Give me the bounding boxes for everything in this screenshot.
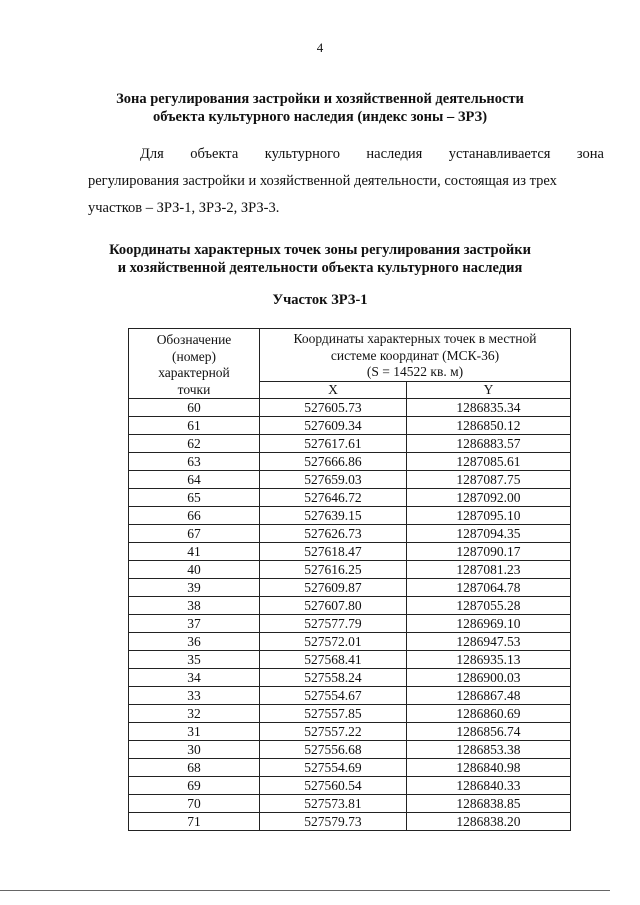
zone-heading-line-1: Зона регулирования застройки и хозяйственной деятельности: [116, 91, 524, 107]
x-coordinate-cell: 527579.73: [260, 813, 407, 831]
x-coordinate-cell: 527609.87: [260, 579, 407, 597]
table-row: [129, 813, 571, 831]
header-coordinates: [260, 329, 571, 382]
table-row: [129, 597, 571, 615]
y-coordinate-cell: 1287090.17: [406, 543, 570, 561]
coordinates-table: [128, 328, 571, 831]
header-coordinates-line: Координаты характерных точек в местной: [293, 331, 537, 346]
paragraph-line-2: регулирования застройки и хозяйственной деятельности, состоящая из трех: [88, 173, 557, 189]
header-point-line: Обозначение: [156, 332, 232, 347]
header-point-number: [129, 329, 260, 399]
x-coordinate-cell: 527626.73: [260, 525, 407, 543]
point-number-cell: 65: [129, 489, 260, 507]
point-number-cell: 38: [129, 597, 260, 615]
table-row: [129, 417, 571, 435]
y-coordinate-cell: 1286900.03: [406, 669, 570, 687]
header-point-line: точки: [177, 381, 211, 397]
x-coordinate-cell: 527616.25: [260, 561, 407, 579]
y-coordinate-cell: 1286850.12: [406, 417, 570, 435]
table-row: [129, 777, 571, 795]
table-row: [129, 471, 571, 489]
x-coordinate-cell: 527572.01: [260, 633, 407, 651]
y-coordinate-cell: 1286856.74: [406, 723, 570, 741]
y-coordinate-cell: 1286935.13: [406, 651, 570, 669]
x-coordinate-cell: 527666.86: [260, 453, 407, 471]
paragraph-line-1: Для объекта культурного наследия устанавливается зона: [140, 146, 604, 162]
y-coordinate-cell: 1286867.48: [406, 687, 570, 705]
header-point-line: (номер): [172, 348, 216, 364]
x-coordinate-cell: 527607.80: [260, 597, 407, 615]
zone-heading: [60, 90, 580, 126]
y-coordinate-cell: 1287081.23: [406, 561, 570, 579]
table-row: [129, 525, 571, 543]
point-number-cell: 64: [129, 471, 260, 489]
footer-rule: [0, 890, 610, 891]
x-coordinate-cell: 527573.81: [260, 795, 407, 813]
y-coordinate-cell: 1287092.00: [406, 489, 570, 507]
table-row: [129, 795, 571, 813]
x-coordinate-cell: 527560.54: [260, 777, 407, 795]
point-number-cell: 66: [129, 507, 260, 525]
table-row: [129, 579, 571, 597]
table-row: [129, 705, 571, 723]
table-row: [129, 489, 571, 507]
table-row: [129, 687, 571, 705]
point-number-cell: 62: [129, 435, 260, 453]
header-coordinates-line: (S = 14522 кв. м): [366, 364, 464, 379]
y-coordinate-cell: 1287095.10: [406, 507, 570, 525]
y-coordinate-cell: 1286838.20: [406, 813, 570, 831]
y-coordinate-cell: 1287064.78: [406, 579, 570, 597]
table-row: [129, 399, 571, 417]
point-number-cell: 70: [129, 795, 260, 813]
intro-paragraph: [88, 141, 604, 222]
x-coordinate-cell: 527557.22: [260, 723, 407, 741]
x-coordinate-cell: 527639.15: [260, 507, 407, 525]
y-coordinate-cell: 1286969.10: [406, 615, 570, 633]
x-coordinate-cell: 527617.61: [260, 435, 407, 453]
point-number-cell: 37: [129, 615, 260, 633]
y-coordinate-cell: 1286840.33: [406, 777, 570, 795]
header-point-line: характерной: [158, 365, 230, 380]
point-number-cell: 34: [129, 669, 260, 687]
table-body: [129, 399, 571, 831]
y-coordinate-cell: 1287087.75: [406, 471, 570, 489]
table-row: [129, 543, 571, 561]
point-number-cell: 32: [129, 705, 260, 723]
x-coordinate-cell: 527554.69: [260, 759, 407, 777]
x-coordinate-cell: 527577.79: [260, 615, 407, 633]
x-coordinate-cell: 527554.67: [260, 687, 407, 705]
x-coordinate-cell: 527659.03: [260, 471, 407, 489]
coordinates-heading-line-2: и хозяйственной деятельности объекта культурного наследия: [117, 260, 523, 276]
x-coordinate-cell: 527556.68: [260, 741, 407, 759]
table-row: [129, 651, 571, 669]
y-coordinate-cell: 1286860.69: [406, 705, 570, 723]
zone-heading-line-2: объекта культурного наследия (индекс зоны – ЗРЗ): [152, 109, 488, 125]
point-number-cell: 71: [129, 813, 260, 831]
x-coordinate-cell: 527558.24: [260, 669, 407, 687]
y-coordinate-cell: 1287094.35: [406, 525, 570, 543]
table-row: [129, 723, 571, 741]
point-number-cell: 60: [129, 399, 260, 417]
point-number-cell: 61: [129, 417, 260, 435]
y-coordinate-cell: 1286840.98: [406, 759, 570, 777]
header-y: Y: [406, 381, 570, 398]
coordinates-heading: [60, 241, 580, 277]
x-coordinate-cell: 527568.41: [260, 651, 407, 669]
table-row: [129, 741, 571, 759]
table-row: [129, 561, 571, 579]
coordinates-heading-line-1: Координаты характерных точек зоны регулирования застройки: [109, 242, 531, 258]
table-row: [129, 435, 571, 453]
point-number-cell: 39: [129, 579, 260, 597]
point-number-cell: 67: [129, 525, 260, 543]
y-coordinate-cell: 1286883.57: [406, 435, 570, 453]
x-coordinate-cell: 527557.85: [260, 705, 407, 723]
page-number: 4: [316, 40, 324, 55]
point-number-cell: 41: [129, 543, 260, 561]
point-number-cell: 31: [129, 723, 260, 741]
x-coordinate-cell: 527618.47: [260, 543, 407, 561]
x-coordinate-cell: 527605.73: [260, 399, 407, 417]
table-row: [129, 615, 571, 633]
y-coordinate-cell: 1286835.34: [406, 399, 570, 417]
y-coordinate-cell: 1286853.38: [406, 741, 570, 759]
table-row: [129, 759, 571, 777]
table-row: [129, 633, 571, 651]
header-x: X: [260, 381, 407, 398]
point-number-cell: 30: [129, 741, 260, 759]
y-coordinate-cell: 1286947.53: [406, 633, 570, 651]
paragraph-line-3: участков – ЗРЗ-1, ЗРЗ-2, ЗРЗ-3.: [88, 200, 280, 216]
point-number-cell: 35: [129, 651, 260, 669]
point-number-cell: 68: [129, 759, 260, 777]
x-coordinate-cell: 527609.34: [260, 417, 407, 435]
point-number-cell: 69: [129, 777, 260, 795]
header-coordinates-line: системе координат (МСК-36): [330, 347, 500, 363]
section-title: Участок ЗРЗ-1: [272, 292, 368, 308]
y-coordinate-cell: 1286838.85: [406, 795, 570, 813]
table-row: [129, 669, 571, 687]
x-coordinate-cell: 527646.72: [260, 489, 407, 507]
y-coordinate-cell: 1287085.61: [406, 453, 570, 471]
point-number-cell: 33: [129, 687, 260, 705]
point-number-cell: 36: [129, 633, 260, 651]
table-row: [129, 453, 571, 471]
point-number-cell: 63: [129, 453, 260, 471]
table-row: [129, 507, 571, 525]
point-number-cell: 40: [129, 561, 260, 579]
y-coordinate-cell: 1287055.28: [406, 597, 570, 615]
